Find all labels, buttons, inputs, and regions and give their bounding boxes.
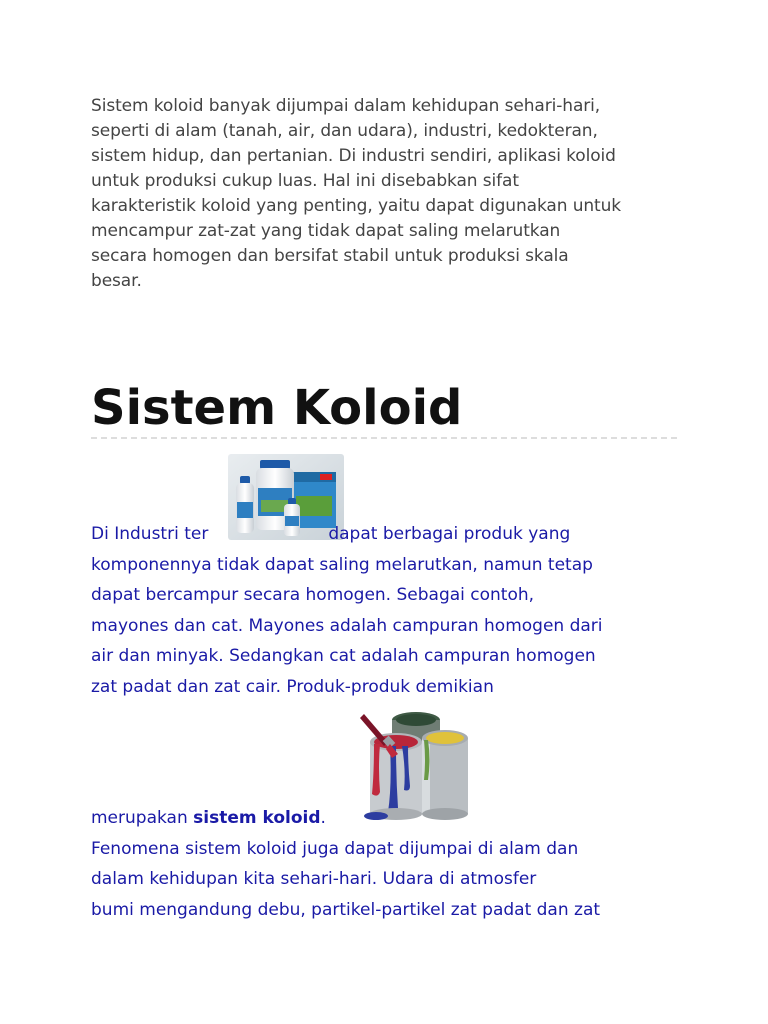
body-line: komponennya tidak dapat saling melarutkan, namun tetap xyxy=(91,554,593,575)
intro-line: Sistem koloid banyak dijumpai dalam kehidupan sehari-hari, xyxy=(91,96,601,116)
body-paragraph xyxy=(91,519,691,702)
intro-line: besar. xyxy=(91,271,142,291)
intro-line: secara homogen dan bersifat stabil untuk produksi skala xyxy=(91,246,569,266)
body-line: bumi mengandung debu, partikel-partikel zat padat dan zat xyxy=(91,899,601,920)
heading-divider xyxy=(91,437,677,439)
body-line-end: . xyxy=(320,808,326,828)
body-line-start: Di Industri ter xyxy=(91,524,209,544)
body-line: dalam kehidupan kita sehari-hari. Udara di atmosfer xyxy=(91,869,537,889)
bold-term: sistem koloid xyxy=(193,808,321,828)
body-paragraph xyxy=(91,803,691,925)
intro-line: seperti di alam (tanah, air, dan udara), industri, kedokteran, xyxy=(91,121,598,141)
intro-line: untuk produksi cukup luas. Hal ini disebabkan sifat xyxy=(91,171,519,191)
intro-line: karakteristik koloid yang penting, yaitu dapat digunakan untuk xyxy=(91,196,622,216)
body-line-end: dapat berbagai produk yang xyxy=(328,524,571,544)
body-line: mayones dan cat. Mayones adalah campuran homogen dari xyxy=(91,615,603,636)
body-line: zat padat dan zat cair. Produk-produk demikian xyxy=(91,676,494,697)
body-line: air dan minyak. Sedangkan cat adalah campuran homogen xyxy=(91,646,596,666)
body-line xyxy=(91,519,691,550)
body-line: Fenomena sistem koloid juga dapat dijumpai di alam dan xyxy=(91,838,579,859)
section-heading: Sistem Koloid xyxy=(91,380,463,436)
body-line xyxy=(91,803,691,834)
intro-line: sistem hidup, dan pertanian. Di industri sendiri, aplikasi koloid xyxy=(91,146,616,166)
body-line: dapat bercampur secara homogen. Sebagai contoh, xyxy=(91,585,535,605)
intro-paragraph xyxy=(91,94,691,294)
body-line-start: merupakan xyxy=(91,808,194,828)
intro-line: mencampur zat-zat yang tidak dapat saling melarutkan xyxy=(91,221,561,241)
